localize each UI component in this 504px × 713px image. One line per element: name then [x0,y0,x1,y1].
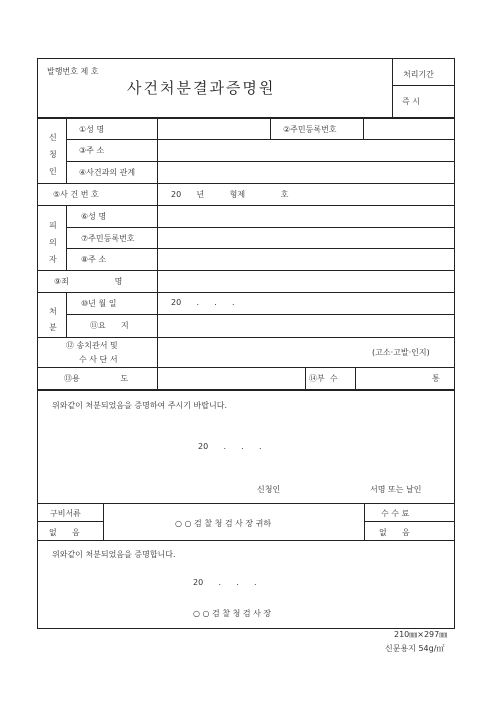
form-title: 사건처분결과증명원 [127,79,276,97]
period-divider [392,58,393,118]
copies-left [305,367,306,389]
fee-value: 없 음 [379,528,410,537]
disposition-row-line [66,314,455,315]
charge-divider [157,270,158,292]
case-bottom-line [37,205,455,206]
suspect-section-label: 피 의 자 [49,221,57,264]
applicant-section-label: 신 청 인 [49,133,57,176]
request-date: 20 . . . [198,442,262,451]
applicant-bottom-line [37,183,455,184]
office-label-line2: 수 사 단 서 [79,355,118,364]
disposition-bottom-line [37,337,455,338]
footer-box-top [37,503,455,504]
frame-bottom [37,628,455,629]
frame-right [454,58,455,629]
suspect-address-label: ⑧주 소 [81,255,107,264]
request-text: 위와같이 처분되었음을 증명하여 주시기 바랍니다. [52,401,228,410]
office-bottom-line [37,367,455,368]
copies-unit: 통 [432,374,440,383]
case-number-divider [157,183,158,205]
processing-period-value: 즉 시 [402,97,420,106]
request-sign-label: 서명 또는 날인 [370,485,422,494]
certify-signer: ○ ○ 검 찰 청 검 사 장 [193,609,272,618]
disposition-summary-label: ⑪요 지 [90,321,129,330]
suspect-resident-no-label: ⑦주민등록번호 [81,234,135,243]
copies-label: ⑭부 수 [309,374,338,383]
docs-line [37,521,103,522]
paper-size: 210㎜×297㎜ [394,630,448,639]
suspect-row-line-1 [66,227,455,228]
office-value: (고소·고발·인지) [372,348,430,357]
case-number-label: ⑤사 건 번 호 [53,190,99,199]
applicant-side-line [66,118,67,183]
addressee: ○ ○ 검 찰 청 검 사 장 귀하 [175,519,272,528]
office-divider [157,337,158,367]
suspect-label-divider [157,205,158,270]
office-label-line1: ⑫ 송치관서 및 [66,341,118,350]
use-label: ⑬용 도 [64,374,129,383]
case-number-value: 20 년 형제 호 [171,190,289,199]
fee-label: 수 수 료 [381,509,410,518]
period-line [392,85,455,86]
docs-label: 구비서류 [50,509,81,518]
docs-divider [103,503,104,540]
issue-number-label: 발행번호 제 호 [47,67,99,76]
applicant-row-line-2 [66,161,455,162]
disposition-date-label: ⑩년 월 일 [81,299,117,308]
docs-value: 없 음 [49,528,80,537]
resident-label-right [363,118,364,139]
copies-right [355,367,356,389]
fee-line [364,521,455,522]
frame-left [37,58,38,629]
applicant-row-line-1 [66,139,455,140]
paper-stock: 신문용지 54g/㎡ [385,644,445,653]
suspect-bottom-line [37,270,455,271]
table-bottom-line [37,389,455,391]
resident-label-left [270,118,271,139]
request-applicant-label: 신청인 [257,485,281,494]
suspect-name-label: ⑥성 명 [81,212,107,221]
suspect-side-line [66,205,67,270]
applicant-label-divider [157,118,158,183]
processing-period-label: 처리기간 [403,70,434,79]
applicant-name-label: ①성 명 [79,125,105,134]
charge-bottom-line [37,292,455,293]
suspect-row-line-2 [66,248,455,249]
header-bottom-line [37,117,455,119]
certify-text: 위와같이 처분되었음을 증명합니다. [52,550,176,559]
footer-box-bottom [37,540,455,541]
disposition-date-value: 20 . . . [171,298,235,307]
applicant-relation-label: ④사건과의 관계 [79,168,136,177]
disposition-section-label: 처 분 [49,307,57,332]
certify-date: 20 . . . [193,578,257,587]
applicant-resident-no-label: ②주민등록번호 [283,125,337,134]
applicant-address-label: ③주 소 [79,146,105,155]
use-divider [157,367,158,389]
charge-label: ⑨죄 명 [54,277,123,286]
